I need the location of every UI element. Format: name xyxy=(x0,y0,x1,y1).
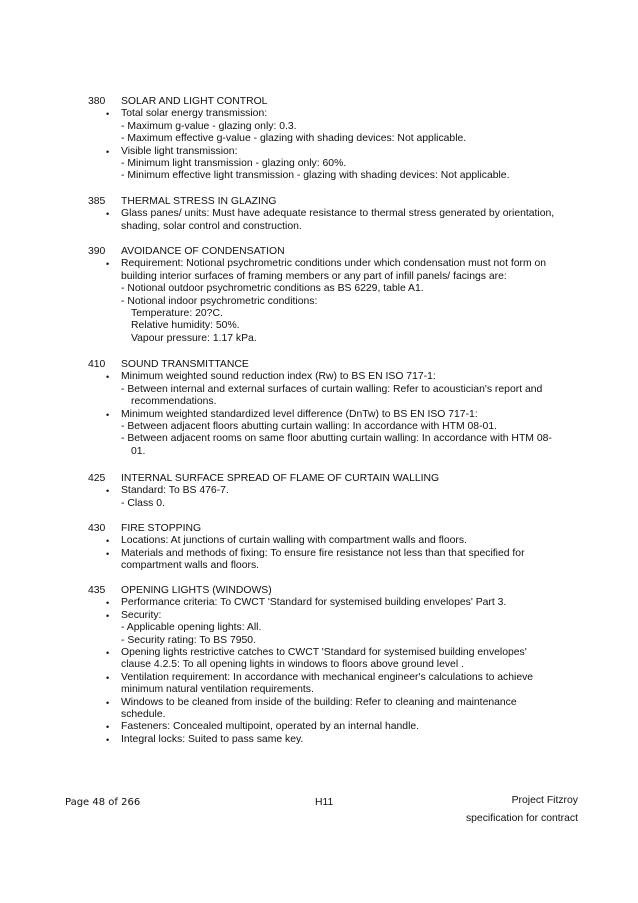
section-title: THERMAL STRESS IN GLAZING xyxy=(121,196,277,207)
sub-item: - Security rating: To BS 7950. xyxy=(121,634,256,646)
bullet-item: • Materials and methods of fixing: To ensure fire resistance not less than that specified for compartment walls and floors. xyxy=(106,547,525,572)
bullet-icon: • xyxy=(106,259,110,270)
sub-item: - Minimum light transmission - glazing only: 60%. xyxy=(121,158,347,170)
section-number: 430 xyxy=(88,523,106,534)
section-380 xyxy=(88,96,558,183)
section-title: INTERNAL SURFACE SPREAD OF FLAME OF CURTAIN WALLING xyxy=(121,473,440,484)
bullet-item: • Minimum weighted standardized level difference (DnTw) to BS EN ISO 717-1: xyxy=(106,408,478,420)
bullet-icon: • xyxy=(106,372,110,383)
bullet-icon: • xyxy=(106,672,110,683)
section-title: SOUND TRANSMITTANCE xyxy=(121,359,249,370)
section-number: 435 xyxy=(88,585,106,596)
sub-item: - Applicable opening lights: All. xyxy=(121,622,262,634)
bullet-item: • Fasteners: Concealed multipoint, operated by an internal handle. xyxy=(106,721,420,733)
bullet-item: • Standard: To BS 476-7. xyxy=(106,485,229,497)
bullet-icon: • xyxy=(106,548,110,559)
section-390 xyxy=(88,246,558,345)
bullet-icon: • xyxy=(106,486,110,497)
bullet-item: • Windows to be cleaned from inside of the building: Refer to cleaning and maintenance schedule. xyxy=(106,696,517,721)
page-number: Page 48 of 266 xyxy=(65,797,141,808)
sub-item: - Notional outdoor psychrometric conditions as BS 6229, table A1. xyxy=(121,283,424,295)
section-435 xyxy=(88,585,558,746)
bullet-icon: • xyxy=(106,722,110,733)
bullet-item: • Integral locks: Suited to pass same key. xyxy=(106,733,304,745)
bullet-item: • Performance criteria: To CWCT 'Standard for systemised building envelopes' Part 3. xyxy=(106,597,507,609)
bullet-icon: • xyxy=(106,610,110,621)
sub-item: - Between adjacent rooms on same floor abutting curtain walling: In accordance with HTM 08-01. xyxy=(121,433,552,457)
section-number: 380 xyxy=(88,96,106,107)
section-title: FIRE STOPPING xyxy=(121,523,202,534)
section-425 xyxy=(88,473,558,510)
section-number: 425 xyxy=(88,473,106,484)
bullet-icon: • xyxy=(106,109,110,120)
bullet-icon: • xyxy=(106,598,110,609)
sub-item: - Between adjacent floors abutting curtain walling: In accordance with HTM 08-01. xyxy=(121,421,497,433)
section-code: H11 xyxy=(315,797,334,808)
footer-project-info xyxy=(466,792,578,828)
section-title: OPENING LIGHTS (WINDOWS) xyxy=(121,585,272,596)
bullet-item: • Total solar energy transmission: xyxy=(106,108,268,120)
section-title: AVOIDANCE OF CONDENSATION xyxy=(121,246,285,257)
section-number: 385 xyxy=(88,196,106,207)
section-number: 390 xyxy=(88,246,106,257)
sub-item: - Maximum g-value - glazing only: 0.3. xyxy=(121,120,297,132)
bullet-icon: • xyxy=(106,648,110,659)
document-title: specification for contract xyxy=(465,813,578,824)
bullet-item: • Glass panes/ units: Must have adequate resistance to thermal stress generated by orientation, shading, solar control and construction. xyxy=(106,208,555,232)
sub-item: - Class 0. xyxy=(121,497,165,509)
section-385 xyxy=(88,196,558,233)
section-410 xyxy=(88,359,558,458)
bullet-item: • Locations: At junctions of curtain walling with compartment walls and floors. xyxy=(106,535,467,547)
project-name: Project Fitzroy xyxy=(511,795,578,806)
sub-item: - Maximum effective g-value - glazing with shading devices: Not applicable. xyxy=(121,133,467,145)
bullet-icon: • xyxy=(106,209,110,220)
bullet-item: • Minimum weighted sound reduction index (Rw) to BS EN ISO 717-1: xyxy=(106,371,436,383)
section-number: 410 xyxy=(88,359,106,370)
bullet-icon: • xyxy=(106,536,110,547)
bullet-icon: • xyxy=(106,409,110,420)
bullet-icon: • xyxy=(106,697,110,708)
sub-item: - Notional indoor psychrometric conditions: xyxy=(121,295,318,307)
sub-item-indented: Vapour pressure: 1.17 kPa. xyxy=(131,332,257,344)
bullet-icon: • xyxy=(106,734,110,745)
bullet-icon: • xyxy=(106,146,110,157)
sub-item: - Minimum effective light transmission - glazing with shading devices: Not applicable. xyxy=(121,170,510,182)
bullet-item: • Opening lights restrictive catches to CWCT 'Standard for systemised building envelopes' clause 4.2.5: To all opening lights in windows to floors above ground level . xyxy=(106,647,527,671)
section-title: SOLAR AND LIGHT CONTROL xyxy=(121,96,268,107)
bullet-item: • Ventilation requirement: In accordance with mechanical engineer's calculations to achieve minimum natural ventilation requirements. xyxy=(106,671,534,696)
bullet-item: • Security: xyxy=(106,609,162,621)
bullet-item: • Visible light transmission: xyxy=(106,145,238,157)
bullet-item: • Requirement: Notional psychrometric conditions under which condensation must not form on building interior surfaces of framing members or any part of infill panels/ facings are: xyxy=(106,258,547,282)
sub-item-indented: Temperature: 20?C. xyxy=(131,308,223,320)
sub-item-indented: Relative humidity: 50%. xyxy=(131,320,240,332)
sub-item: - Between internal and external surfaces of curtain walling: Refer to acoustician's report and recommendations. xyxy=(121,383,543,408)
section-430 xyxy=(88,523,558,573)
